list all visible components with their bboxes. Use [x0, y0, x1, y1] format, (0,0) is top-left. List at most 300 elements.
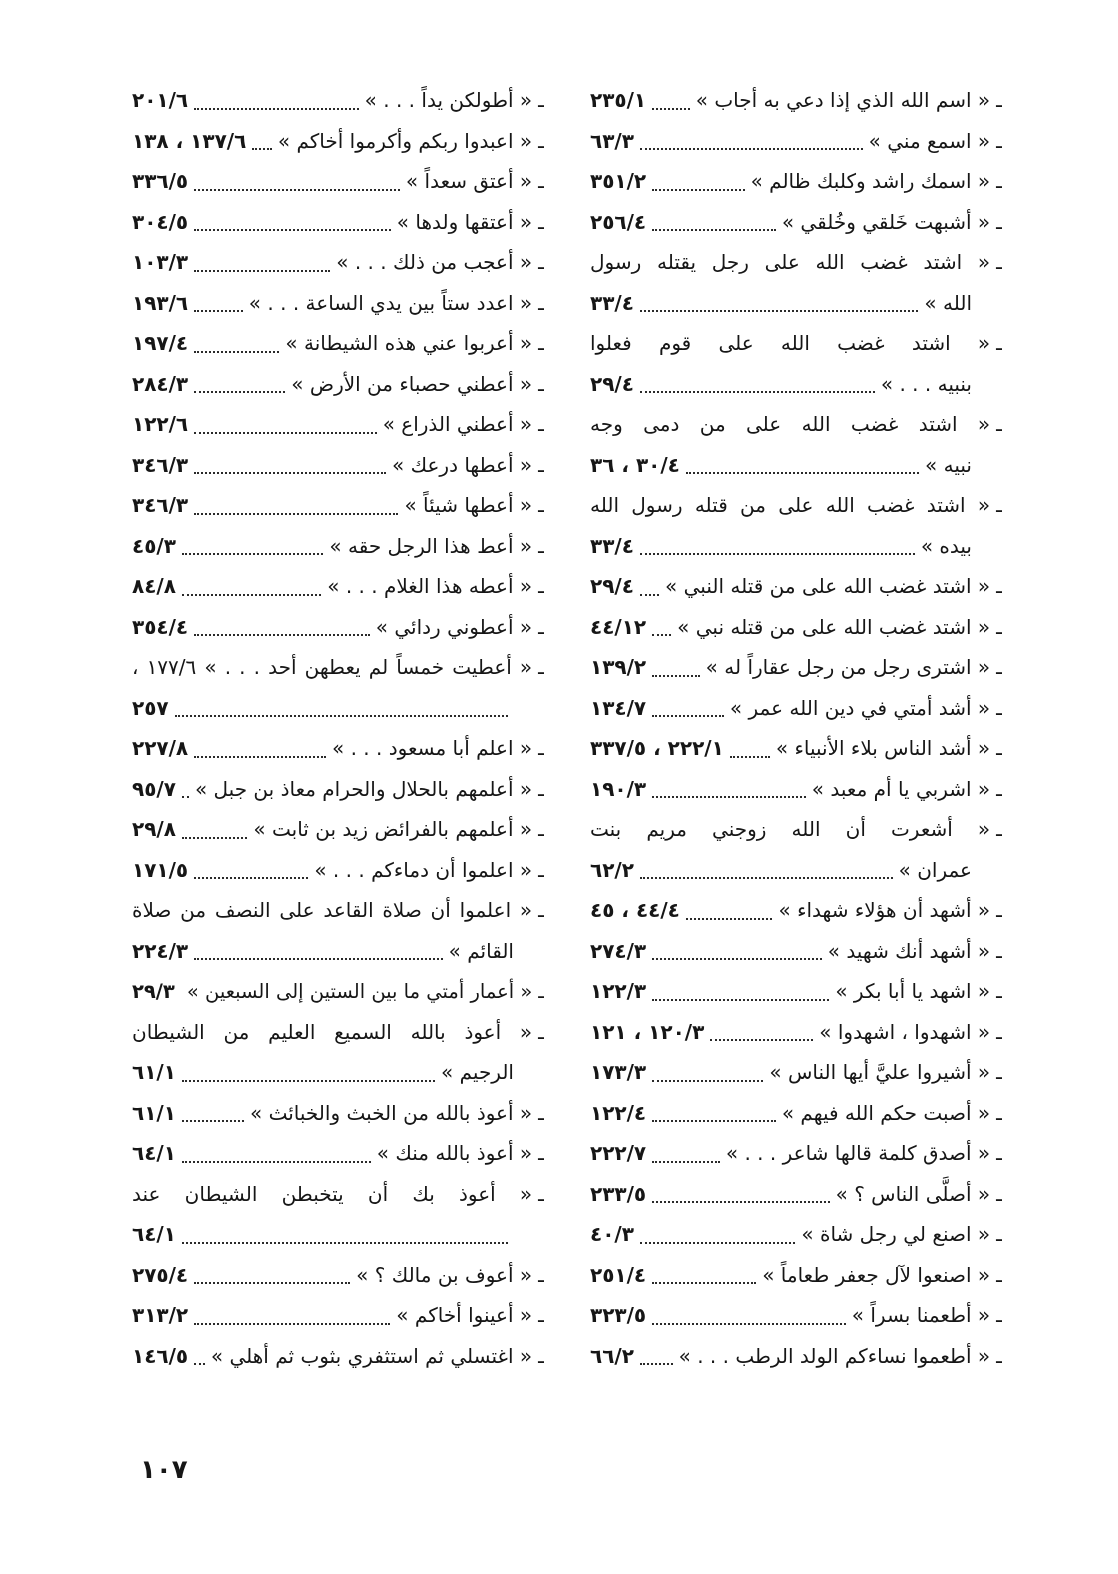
entry-text: « اشهدوا ، اشهدوا »	[819, 1019, 991, 1044]
entry-line	[132, 283, 544, 324]
entry-reference: ٣٢٣/٥	[590, 1303, 647, 1328]
entry-text: « أطعموا نساءكم الولد الرطب . . . »	[678, 1343, 991, 1368]
entry-dash: ـ	[996, 88, 1002, 113]
entry-line	[590, 242, 1002, 283]
index-entry	[132, 445, 544, 486]
dot-leader	[652, 634, 671, 636]
entry-dash: ـ	[996, 1060, 1002, 1085]
entry-text: « اشهد يا أبا بكر »	[835, 979, 991, 1004]
entry-continuation: بيده »	[920, 533, 972, 558]
dot-leader	[640, 877, 893, 879]
entry-text: « أعينوا أخاكم »	[396, 1303, 533, 1328]
dot-leader	[194, 391, 285, 393]
entry-reference: ٢٥٧	[132, 695, 169, 720]
entry-reference: ٦١/١	[132, 1060, 176, 1085]
dot-leader	[252, 148, 272, 150]
dot-leader	[194, 472, 386, 474]
dot-leader	[182, 1080, 435, 1082]
dot-leader	[194, 108, 359, 110]
entry-line	[590, 161, 1002, 202]
entry-reference: ٢٢٢/٧	[590, 1141, 647, 1166]
entry-continuation: بنبيه . . . »	[880, 371, 972, 396]
entry-text: « أعلمهم بالفرائض زيد بن ثابت »	[253, 817, 533, 842]
entry-line	[590, 283, 1002, 324]
index-column-left	[132, 80, 544, 1376]
entry-line	[590, 890, 1002, 931]
dot-leader	[182, 1242, 508, 1244]
entry-dash: ـ	[538, 493, 544, 518]
entry-dash: ـ	[996, 209, 1002, 234]
entry-line	[132, 1174, 544, 1215]
entry-line	[590, 1093, 1002, 1134]
entry-text: « أعطيت خمساً لم يعطهن أحد . . . » ١٧٧/٦ ،	[132, 655, 533, 680]
entry-text: « أعطها شيئاً »	[404, 493, 533, 518]
entry-reference: ٦٦/٢	[590, 1343, 634, 1368]
index-entry	[132, 971, 544, 1012]
dot-leader	[652, 108, 690, 110]
index-entry	[132, 1133, 544, 1174]
entry-line	[590, 850, 1002, 891]
entry-dash: ـ	[996, 128, 1002, 153]
entry-text: « اشربي يا أم معبد »	[811, 776, 991, 801]
entry-line	[590, 1174, 1002, 1215]
entry-dash: ـ	[996, 938, 1002, 963]
dot-leader	[194, 229, 391, 231]
entry-dash: ـ	[538, 250, 544, 275]
entry-line	[132, 161, 544, 202]
dot-leader	[194, 351, 279, 353]
entry-reference: ١٢٢/٤	[590, 1100, 647, 1125]
entry-dash: ـ	[538, 1141, 544, 1166]
entry-line	[132, 364, 544, 405]
entry-text: « أعوذ بالله منك »	[376, 1141, 533, 1166]
entry-line	[590, 404, 1002, 445]
entry-dash: ـ	[996, 817, 1002, 842]
entry-reference: ١٩٠/٣	[590, 776, 647, 801]
entry-line	[132, 1214, 544, 1255]
entry-text: « اشتد غضب الله على من قتله رسول الله	[590, 493, 991, 518]
index-entry	[590, 1255, 1002, 1296]
index-entry	[590, 1052, 1002, 1093]
entry-text: « اصنعوا لآل جعفر طعاماً »	[762, 1262, 991, 1287]
entry-text: « أعط هذا الرجل حقه »	[329, 533, 533, 558]
entry-dash: ـ	[538, 655, 544, 680]
entry-reference: ٢٧٥/٤	[132, 1262, 189, 1287]
dot-leader	[652, 796, 806, 798]
entry-text: « أعلمهم بالحلال والحرام معاذ بن جبل »	[194, 776, 533, 801]
entry-continuation: الرجيم »	[441, 1060, 514, 1085]
entry-line	[590, 526, 1002, 567]
index-entry	[132, 1093, 544, 1134]
entry-line	[590, 121, 1002, 162]
entry-line	[590, 931, 1002, 972]
index-entry	[590, 1093, 1002, 1134]
index-entry	[590, 323, 1002, 404]
entry-line	[590, 769, 1002, 810]
index-entry	[590, 161, 1002, 202]
entry-reference: ١٣٧/٦ ، ١٣٨	[132, 128, 247, 153]
entry-dash: ـ	[996, 979, 1002, 1004]
entry-line	[590, 364, 1002, 405]
index-entry	[590, 485, 1002, 566]
entry-reference: ١٩٧/٤	[132, 331, 189, 356]
entry-text: « أعوف بن مالك ؟ »	[356, 1262, 533, 1287]
entry-line	[590, 1133, 1002, 1174]
entry-text: « أشعرت أن الله زوجني مريم بنت	[590, 817, 991, 842]
entry-reference: ٣٣/٤	[590, 533, 634, 558]
dot-leader	[652, 958, 822, 960]
entry-reference: ٦٤/١	[132, 1141, 176, 1166]
entry-line	[132, 971, 544, 1012]
entry-line	[590, 202, 1002, 243]
entry-line	[132, 607, 544, 648]
entry-continuation: عمران »	[898, 857, 972, 882]
index-entry	[132, 1336, 544, 1377]
entry-reference: ١٤٦/٥	[132, 1343, 189, 1368]
entry-dash: ـ	[996, 1181, 1002, 1206]
index-entry	[590, 971, 1002, 1012]
entry-dash: ـ	[996, 250, 1002, 275]
entry-reference: ١٢٢/٦	[132, 412, 189, 437]
index-entry	[132, 1012, 544, 1093]
entry-text: « اعدد ستاً بين يدي الساعة . . . »	[248, 290, 533, 315]
dot-leader	[194, 189, 400, 191]
entry-text: « اسم الله الذي إذا دعي به أجاب »	[695, 88, 991, 113]
index-entry	[132, 850, 544, 891]
entry-dash: ـ	[538, 1019, 544, 1044]
entry-dash: ـ	[996, 493, 1002, 518]
index-entry	[132, 404, 544, 445]
entry-text: « أطولكن يداً . . . »	[364, 88, 533, 113]
page-number: ١٠٧	[140, 1455, 188, 1485]
entry-line	[590, 1214, 1002, 1255]
dot-leader	[652, 1323, 846, 1325]
entry-text: « أعطني حصباء من الأرض »	[291, 371, 533, 396]
entry-line	[590, 1295, 1002, 1336]
entry-text: « اعلموا أن صلاة القاعد على النصف من صلاة	[132, 898, 533, 923]
entry-dash: ـ	[538, 1303, 544, 1328]
dot-leader	[194, 1323, 390, 1325]
entry-reference: ٣٥٤/٤	[132, 614, 189, 639]
entry-reference: ٦٢/٢	[590, 857, 634, 882]
dot-leader	[640, 391, 875, 393]
entry-dash: ـ	[538, 290, 544, 315]
index-entry	[132, 1174, 544, 1255]
entry-line	[132, 809, 544, 850]
entry-text: « أشد أمتي في دين الله عمر »	[729, 695, 991, 720]
entry-line	[132, 202, 544, 243]
entry-reference: ٣٥١/٢	[590, 169, 647, 194]
entry-continuation: نبيه »	[925, 452, 972, 477]
entry-text: « اغتسلي ثم استثفري بثوب ثم أهلي »	[210, 1343, 533, 1368]
dot-leader	[686, 472, 919, 474]
entry-dash: ـ	[538, 209, 544, 234]
entry-line	[132, 850, 544, 891]
entry-text: « اشتد غضب الله على من قتله النبي »	[665, 574, 991, 599]
index-entry	[132, 566, 544, 607]
entry-reference: ٦١/١	[132, 1100, 176, 1125]
entry-line	[132, 1336, 544, 1377]
entry-reference: ٢٨٤/٣	[132, 371, 189, 396]
index-column-right	[590, 80, 1002, 1376]
index-entry	[132, 202, 544, 243]
entry-reference: ٣٠٤/٥	[132, 209, 189, 234]
entry-line	[132, 1093, 544, 1134]
index-entry	[590, 1133, 1002, 1174]
entry-line	[590, 485, 1002, 526]
dot-leader	[652, 675, 700, 677]
entry-reference: ١٧١/٥	[132, 857, 189, 882]
entry-reference: ٢٩/٤	[590, 371, 634, 396]
entry-dash: ـ	[996, 655, 1002, 680]
index-entry	[132, 80, 544, 121]
index-entry	[132, 809, 544, 850]
entry-line	[132, 485, 544, 526]
dot-leader	[182, 594, 321, 596]
dot-leader	[640, 1363, 673, 1365]
entry-reference: ٢٥١/٤	[590, 1262, 647, 1287]
entry-text: « اشترى رجل من رجل عقاراً له »	[705, 655, 991, 680]
entry-line	[590, 445, 1002, 486]
entry-reference: ٦٤/١	[132, 1222, 176, 1247]
entry-dash: ـ	[996, 1343, 1002, 1368]
entry-dash: ـ	[538, 331, 544, 356]
entry-text: « أعوذ بك أن يتخبطن الشيطان عند	[132, 1181, 533, 1206]
dot-leader	[194, 877, 308, 879]
entry-continuation: القائم »	[448, 938, 514, 963]
entry-text: « أطعمنا بسراً »	[851, 1303, 991, 1328]
index-entry	[590, 404, 1002, 485]
dot-leader	[640, 1242, 795, 1244]
dot-leader	[652, 229, 776, 231]
entry-dash: ـ	[538, 898, 544, 923]
entry-text: « أشد الناس بلاء الأنبياء »	[775, 736, 991, 761]
index-entry	[132, 1295, 544, 1336]
index-entry	[132, 242, 544, 283]
entry-dash: ـ	[996, 614, 1002, 639]
entry-text: « أصبت حكم الله فيهم »	[781, 1100, 991, 1125]
entry-text: « اشتد غضب الله على قوم فعلوا	[590, 331, 991, 356]
entry-reference: ٦٣/٣	[590, 128, 634, 153]
entry-line	[590, 809, 1002, 850]
entry-reference: ٣٤٦/٣	[132, 493, 189, 518]
entry-text: « أشيروا عليَّ أيها الناس »	[769, 1060, 991, 1085]
entry-dash: ـ	[996, 1100, 1002, 1125]
entry-dash: ـ	[996, 776, 1002, 801]
entry-reference: ٢٧٤/٣	[590, 938, 647, 963]
entry-text: « اعلموا أن دماءكم . . . »	[314, 857, 533, 882]
entry-line	[132, 1012, 544, 1053]
entry-reference: ١٩٣/٦	[132, 290, 189, 315]
dot-leader	[182, 1161, 371, 1163]
dot-leader	[194, 310, 243, 312]
entry-line	[132, 688, 544, 729]
entry-line	[132, 242, 544, 283]
entry-dash: ـ	[996, 1222, 1002, 1247]
index-entry	[590, 202, 1002, 243]
entry-dash: ـ	[996, 898, 1002, 923]
entry-dash: ـ	[996, 1019, 1002, 1044]
entry-reference: ٢٢٧/٨	[132, 736, 189, 761]
entry-dash: ـ	[538, 88, 544, 113]
dot-leader	[652, 1282, 756, 1284]
entry-reference: ١٢٢/٣	[590, 979, 647, 1004]
dot-leader	[652, 1161, 720, 1163]
entry-reference: ٤٥/٣	[132, 533, 176, 558]
entry-reference: ٣٠/٤ ، ٣٦	[590, 452, 680, 477]
dot-leader	[710, 1039, 813, 1041]
entry-dash: ـ	[538, 1181, 544, 1206]
index-entry	[132, 647, 544, 728]
dot-leader	[730, 756, 770, 758]
entry-dash: ـ	[538, 533, 544, 558]
dot-leader	[175, 715, 508, 717]
entry-reference: ٢٢٤/٣	[132, 938, 189, 963]
entry-dash: ـ	[996, 331, 1002, 356]
entry-line	[132, 647, 544, 688]
entry-text: « أعطني الذراع »	[382, 412, 533, 437]
dot-leader	[194, 634, 370, 636]
entry-text: « أشبهت خَلقي وخُلقي »	[781, 209, 991, 234]
entry-line	[590, 647, 1002, 688]
entry-text: « أعوذ بالله السميع العليم من الشيطان	[132, 1019, 533, 1044]
dot-leader	[194, 432, 377, 434]
entry-text: « أعوذ بالله من الخبث والخبائث »	[249, 1100, 533, 1125]
entry-text: « أعطها درعك »	[392, 452, 533, 477]
entry-dash: ـ	[538, 169, 544, 194]
index-entry	[132, 526, 544, 567]
entry-line	[590, 1255, 1002, 1296]
dot-leader	[640, 148, 863, 150]
dot-leader	[652, 189, 744, 191]
entry-reference: ١٧٣/٣	[590, 1060, 647, 1085]
dot-leader	[194, 958, 443, 960]
index-entry	[132, 283, 544, 324]
index-entry	[590, 121, 1002, 162]
entry-text: « أعتقها ولدها »	[396, 209, 533, 234]
entry-reference: ٢٢٢/١ ، ٣٣٧/٥	[590, 736, 724, 761]
index-entry	[590, 728, 1002, 769]
entry-line	[132, 80, 544, 121]
index-entry	[132, 323, 544, 364]
entry-dash: ـ	[996, 412, 1002, 437]
entry-dash: ـ	[538, 1343, 544, 1368]
entry-reference: ١٣٤/٧	[590, 695, 647, 720]
entry-text: « اعبدوا ربكم وأكرموا أخاكم »	[277, 128, 533, 153]
index-entry	[590, 769, 1002, 810]
dot-leader	[686, 918, 773, 920]
entry-reference: ٢٣٥/١	[590, 88, 647, 113]
entry-reference: ٤٤/١٢	[590, 614, 647, 639]
entry-reference: ٢٣٣/٥	[590, 1181, 647, 1206]
index-entry	[590, 890, 1002, 931]
dot-leader	[640, 594, 659, 596]
dot-leader	[640, 310, 918, 312]
entry-reference: ٢٩/٨	[132, 817, 176, 842]
dot-leader	[194, 270, 330, 272]
entry-line	[590, 80, 1002, 121]
dot-leader	[652, 1080, 763, 1082]
entry-text: « أشهد أنك شهيد »	[827, 938, 991, 963]
entry-line	[132, 566, 544, 607]
entry-dash: ـ	[538, 979, 544, 1003]
index-entry	[590, 607, 1002, 648]
entry-dash: ـ	[996, 1303, 1002, 1328]
index-entry	[590, 809, 1002, 890]
entry-line	[132, 445, 544, 486]
entry-reference: ٤٤/٤ ، ٤٥	[590, 898, 680, 923]
index-entry	[590, 566, 1002, 607]
entry-line	[590, 1012, 1002, 1053]
entry-dash: ـ	[538, 736, 544, 761]
entry-line	[132, 1133, 544, 1174]
index-entry	[590, 931, 1002, 972]
entry-line	[132, 931, 544, 972]
index-entry	[132, 769, 544, 810]
index-entry	[132, 1255, 544, 1296]
entry-line	[590, 323, 1002, 364]
entry-line	[132, 323, 544, 364]
entry-text: « اشتد غضب الله على من دمى وجه	[590, 412, 991, 437]
entry-dash: ـ	[996, 169, 1002, 194]
entry-reference: ٢٥٦/٤	[590, 209, 647, 234]
entry-reference: ٣١٣/٢	[132, 1303, 189, 1328]
entry-continuation: الله »	[924, 290, 972, 315]
entry-text: « اسمع مني »	[868, 128, 991, 153]
entry-dash: ـ	[538, 857, 544, 882]
index-entry	[590, 1012, 1002, 1053]
entry-dash: ـ	[996, 736, 1002, 761]
index-entry	[132, 607, 544, 648]
dot-leader	[194, 1282, 350, 1284]
entry-line	[132, 526, 544, 567]
entry-line	[590, 607, 1002, 648]
index-entry	[590, 688, 1002, 729]
entry-dash: ـ	[996, 574, 1002, 599]
entry-text: « أصلَّى الناس ؟ »	[835, 1181, 991, 1206]
entry-dash: ـ	[996, 1141, 1002, 1166]
entry-line	[590, 566, 1002, 607]
index-entry	[590, 647, 1002, 688]
entry-text: « أعتق سعداً »	[405, 169, 533, 194]
entry-text: « أشهد أن هؤلاء شهداء »	[778, 898, 991, 923]
entry-dash: ـ	[996, 695, 1002, 720]
entry-text: « اشتد غضب الله على من قتله نبي »	[677, 614, 991, 639]
index-entry	[132, 485, 544, 526]
entry-dash: ـ	[538, 1262, 544, 1287]
entry-line	[590, 1336, 1002, 1377]
entry-reference: ١٢٠/٣ ، ١٢١	[590, 1019, 705, 1044]
dot-leader	[182, 837, 247, 839]
dot-leader	[652, 999, 829, 1001]
entry-text: « أعمار أمتي ما بين الستين إلى السبعين »	[186, 979, 533, 1003]
entry-text: « أعجب من ذلك . . . »	[336, 250, 533, 275]
entry-line	[590, 728, 1002, 769]
entry-dash: ـ	[538, 452, 544, 477]
entry-text: « أعطوني ردائي »	[375, 614, 533, 639]
index-entry	[590, 1336, 1002, 1377]
index-entry	[132, 364, 544, 405]
index-entry	[590, 1295, 1002, 1336]
entry-reference: ٢٩/٣	[132, 979, 175, 1003]
index-entry	[590, 242, 1002, 323]
entry-text: « اسمك راشد وكلبك ظالم »	[750, 169, 991, 194]
entry-line	[590, 971, 1002, 1012]
entry-line	[132, 890, 544, 931]
entry-text: « أعربوا عني هذه الشيطانة »	[285, 331, 533, 356]
entry-reference: ٣٤٦/٣	[132, 452, 189, 477]
entry-reference: ٣٣/٤	[590, 290, 634, 315]
